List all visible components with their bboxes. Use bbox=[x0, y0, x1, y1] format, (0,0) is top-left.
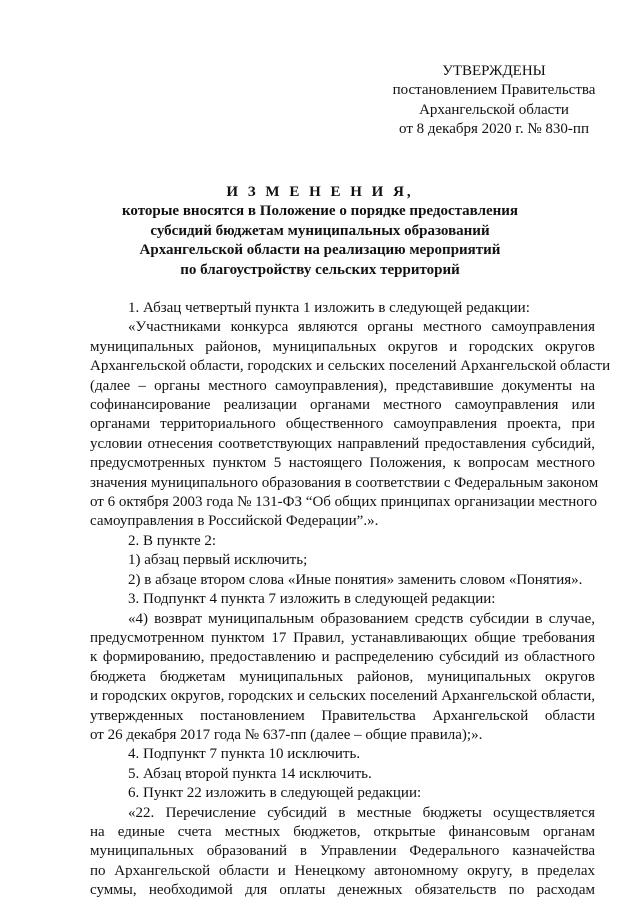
body-line: «Участниками конкурса являются органы местного самоуправления bbox=[128, 319, 595, 336]
heading-subtitle-line: Архангельской области на реализацию мероприятий bbox=[139, 242, 501, 259]
body-line: утвержденных постановлением Правительства Архангельской области bbox=[90, 707, 595, 724]
approval-stamp bbox=[370, 62, 618, 140]
body-line: софинансирование реализации органами местного самоуправления или bbox=[90, 397, 595, 414]
body-line: 1. Абзац четвертый пункта 1 изложить в следующей редакции: bbox=[128, 300, 530, 316]
body-line: бюджета бюджетам муниципальных районов, муниципальных округов bbox=[90, 668, 595, 685]
heading-subtitle-line: по благоустройству сельских территорий bbox=[180, 261, 460, 278]
body-line: условии отнесения соответствующих направлений предоставления субсидий, bbox=[90, 435, 595, 452]
document-body bbox=[90, 299, 611, 901]
heading-subtitle-line: которые вносятся в Положение о порядке предоставления bbox=[121, 203, 519, 220]
body-line: 4. Подпункт 7 пункта 10 исключить. bbox=[128, 746, 361, 763]
approval-line-2: Архангельской области bbox=[419, 101, 569, 118]
body-line: к формированию, предоставлению и распределению субсидий из областного bbox=[90, 649, 595, 666]
body-line: значения муниципального образования в соответствии с Федеральным законом bbox=[90, 474, 599, 491]
body-line: 5. Абзац второй пункта 14 исключить. bbox=[128, 765, 372, 782]
body-line: от 26 декабря 2017 года № 637-пп (далее – общие правила);». bbox=[90, 726, 483, 743]
body-line: от 6 октября 2003 года № 131-ФЗ “Об общих принципах организации местного bbox=[90, 494, 598, 511]
body-line: по Архангельской области и Ненецкому автономному округу, в пределах bbox=[90, 862, 595, 879]
heading-title: И З М Е Н Е Н И Я, bbox=[226, 184, 414, 200]
body-line: самоуправления в Российской Федерации”.». bbox=[90, 513, 379, 530]
body-line: 3. Подпункт 4 пункта 7 изложить в следующей редакции: bbox=[128, 591, 496, 608]
body-line: 2) в абзаце втором слова «Иные понятия» заменить словом «Понятия». bbox=[128, 571, 583, 588]
body-line: муниципальных районов, муниципальных округов и городских округов bbox=[90, 338, 595, 355]
body-line: предусмотренных пунктом 5 настоящего Положения, к вопросам местного bbox=[90, 455, 595, 472]
heading-subtitle-line: субсидий бюджетам муниципальных образований bbox=[150, 222, 490, 239]
body-line: суммы, необходимой для оплаты денежных обязательств по расходам bbox=[90, 882, 595, 899]
approval-title: УТВЕРЖДЕНЫ bbox=[442, 63, 546, 79]
body-line: «4) возврат муниципальным образованием средств субсидии в случае, bbox=[128, 610, 595, 627]
document-heading bbox=[90, 183, 550, 280]
body-line: 2. В пункте 2: bbox=[128, 532, 217, 549]
body-line: 1) абзац первый исключить; bbox=[128, 552, 308, 569]
body-line: Архангельской области, городских и сельских поселений Архангельской области bbox=[90, 358, 611, 375]
body-line: (далее – органы местного самоуправления), представившие документы на bbox=[90, 377, 595, 394]
body-line: органами территориального общественного самоуправления проекта, при bbox=[90, 416, 595, 433]
body-line: на единые счета местных бюджетов, открытые финансовым органам bbox=[90, 823, 595, 840]
body-line: предусмотренном пунктом 17 Правил, устанавливающих общие требования bbox=[90, 629, 595, 646]
approval-line-3: от 8 декабря 2020 г. № 830-пп bbox=[399, 121, 589, 138]
body-line: муниципальных образований в Управлении Федерального казначейства bbox=[90, 843, 595, 860]
body-line: 6. Пункт 22 изложить в следующей редакции: bbox=[128, 785, 422, 802]
body-line: и городских округов, городских и сельских поселений Архангельской области, bbox=[90, 688, 595, 705]
body-line: «22. Перечисление субсидий в местные бюджеты осуществляется bbox=[128, 804, 595, 821]
approval-line-1: постановлением Правительства bbox=[392, 82, 596, 99]
